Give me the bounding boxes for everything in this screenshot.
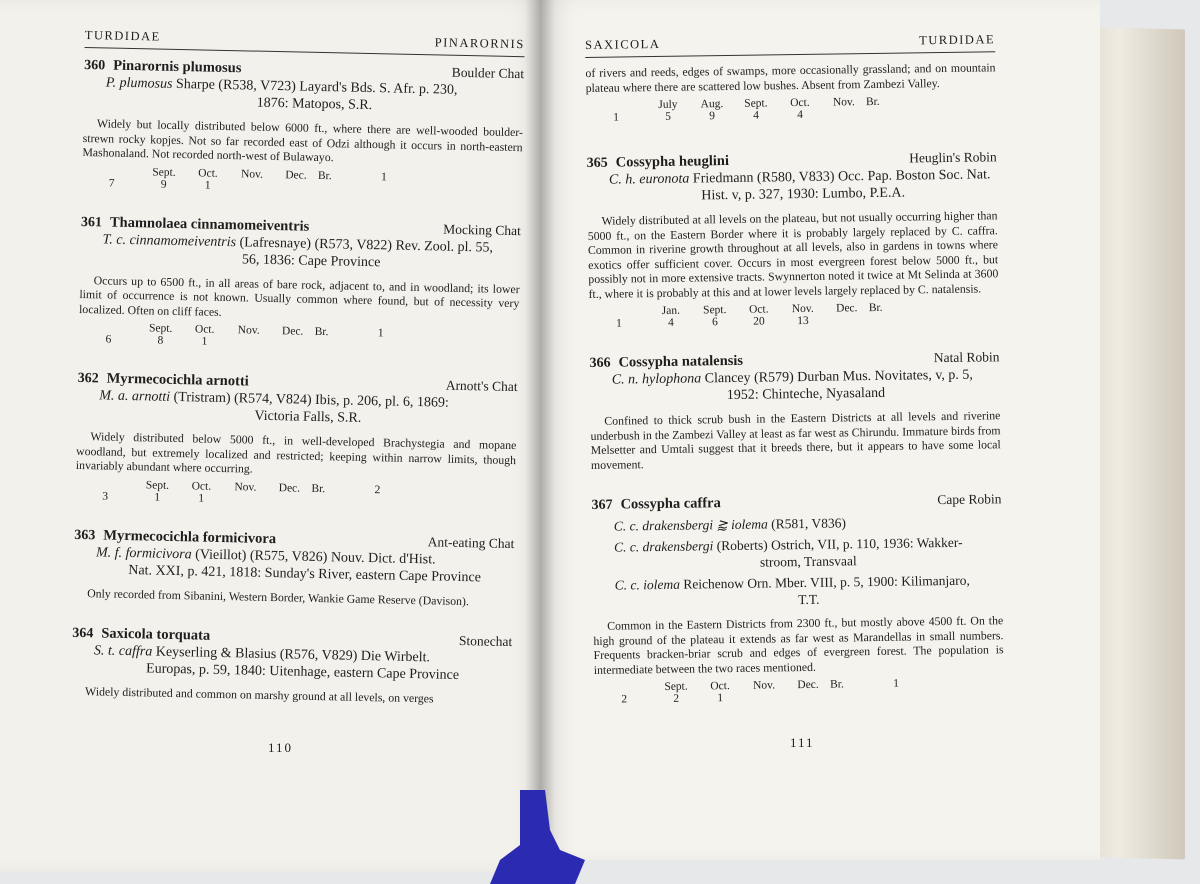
subspecies-citation-cont: T.T. xyxy=(798,591,820,608)
common-name: Arnott's Chat xyxy=(445,377,518,395)
scientific-name: Myrmecocichla arnotti xyxy=(106,370,249,390)
description: Widely distributed below 5000 ft., in well-developed Brachystegia and mopane woodland, but extremely localized and restricted; keeping within narrow limits, though invariably abundant where occurring. xyxy=(75,429,517,476)
breeding-table xyxy=(75,477,515,510)
subspecies-reference xyxy=(615,571,1003,610)
entry-number: 364 xyxy=(72,625,94,642)
subspecies-name: C. c. drakensbergi ⪆ iolema xyxy=(613,516,768,534)
species-entry xyxy=(75,369,518,511)
br-count: 3 xyxy=(102,489,109,503)
scientific-name: Myrmecocichla formicivora xyxy=(103,526,277,547)
br-count: 4 xyxy=(753,109,760,122)
scientific-name: Cossypha natalensis xyxy=(618,352,744,371)
subspecies-name: C. h. euronota xyxy=(608,171,690,188)
br-month: Sept. xyxy=(744,97,768,110)
entry-title xyxy=(589,352,743,372)
br-month: Sept. xyxy=(664,680,688,693)
citation-cont: Hist. v, p. 327, 1930: Lumbo, P.E.A. xyxy=(701,185,906,204)
br-month: Sept. xyxy=(703,304,727,317)
scientific-name: Cossypha caffra xyxy=(620,495,721,513)
common-name: Cape Robin xyxy=(937,491,1002,508)
subspecies-name: M. a. arnotti xyxy=(99,388,171,405)
description: Widely distributed and common on marshy ground at all levels, on verges xyxy=(84,684,434,706)
citation: Clancey (R579) Durban Mus. Novitates, v, p. 5, xyxy=(704,367,973,387)
description: Widely but locally distributed below 6000 ft., where there are well-wooded boulder-strewn rocky kopjes. Not so far recorded east of Odzi although it occurs in north-eastern Mashonaland. Not recorded north-west of Bulawayo. xyxy=(82,116,524,165)
common-name: Heuglin's Robin xyxy=(909,149,997,166)
br-month: Dec. xyxy=(797,678,819,692)
description: Occurs up to 6500 ft., in all areas of bare rock, adjacent to, and in woodland; its lower limit of occurrence is not known. Usually common where found, but of necessity very localized. Often on cliff faces. xyxy=(78,272,520,319)
entry-title xyxy=(591,494,721,514)
breeding-table xyxy=(82,164,522,197)
citation: (Vieillot) (R575, V826) Nouv. Dict. d'Hist. xyxy=(194,546,436,567)
br-month: Oct. xyxy=(790,96,810,110)
br-count: 4 xyxy=(668,316,674,329)
species-entry xyxy=(82,56,525,198)
common-name: Natal Robin xyxy=(933,349,1000,366)
common-name: Stonechat xyxy=(458,632,513,650)
citation-cont: 1876: Matopos, S.R. xyxy=(256,95,373,114)
header-left: SAXICOLA xyxy=(585,36,661,52)
br-month: Nov. xyxy=(240,167,264,181)
entry-number: 362 xyxy=(77,370,99,387)
br-count: 1 xyxy=(201,335,208,348)
br-count: 1 xyxy=(380,170,387,183)
subspecies-name: C. n. hylophona xyxy=(611,371,702,388)
folio-right: 111 xyxy=(790,735,815,750)
header-right: TURDIDAE xyxy=(919,32,996,48)
br-label: Br. xyxy=(317,169,332,182)
br-count: 13 xyxy=(797,314,809,328)
citation: Keyserling & Blasius (R576, V829) Die Wirbelt. xyxy=(155,644,431,666)
br-spacer xyxy=(589,305,649,318)
description: Confined to thick scrub bush in the Eastern Districts at all levels and riverine underbush in the Zambezi Valley at least as far west as Chirundu. Immature birds from Melsetter and Umtali suggest that it breeds there, but it appears to have some local movement. xyxy=(590,408,1001,472)
citation: (Tristram) (R574, V824) Ibis, p. 206, pl. 6, 1869: xyxy=(173,389,450,411)
left-page-text xyxy=(70,28,524,732)
reference xyxy=(612,366,1000,405)
br-count: 1 xyxy=(154,491,161,504)
subspecies-citation: (Roberts) Ostrich, VII, p. 110, 1936: Wakker- xyxy=(716,534,963,554)
br-month: Sept. xyxy=(148,322,173,335)
br-count: 8 xyxy=(157,334,164,347)
br-month: Nov. xyxy=(832,96,855,109)
species-entry xyxy=(71,624,512,708)
header-left: TURDIDAE xyxy=(84,28,161,44)
breeding-table xyxy=(594,676,1004,706)
br-label: Br. xyxy=(314,325,329,339)
citation-cont: Victoria Falls, S.R. xyxy=(254,408,362,426)
citation-cont: Nat. XXI, p. 421, 1818: Sunday's River, eastern Cape Province xyxy=(128,562,482,585)
folio-left: 110 xyxy=(268,740,294,755)
entry-number: 366 xyxy=(589,355,611,371)
br-month: Oct. xyxy=(710,680,730,693)
br-month: Oct. xyxy=(194,323,215,336)
entry-number: 365 xyxy=(586,155,608,171)
subspecies-citation-cont: stroom, Transvaal xyxy=(759,553,857,570)
br-label: Br. xyxy=(865,95,880,109)
citation: (Lafresnaye) (R573, V822) Rev. Zool. pl. 55, xyxy=(239,234,494,256)
species-entry xyxy=(78,212,521,354)
entry-title xyxy=(587,152,729,172)
br-count: 1 xyxy=(613,111,620,124)
scientific-name: Thamnolaea cinnamomeiventris xyxy=(109,214,310,235)
br-month: Jan. xyxy=(661,304,681,317)
subspecies-name: M. f. formicivora xyxy=(95,544,192,562)
br-count: 1 xyxy=(616,317,622,330)
citation-cont: 1952: Chinteche, Nyasaland xyxy=(726,385,886,404)
common-name: Ant-eating Chat xyxy=(427,533,515,551)
br-count: 1 xyxy=(893,677,900,690)
entry-title xyxy=(72,624,210,645)
entry-number: 363 xyxy=(74,527,96,543)
description: Common in the Eastern Districts from 2300 ft., but mostly above 4500 ft. On the high ground of the plateau it extends as far west as Marandellas in small numbers. Frequents bracken-briar scrub and edges of evergreen forest. The population is intermediate between the two races mentioned. xyxy=(593,613,1004,677)
br-month: Sept. xyxy=(145,478,170,492)
species-entry xyxy=(587,148,999,330)
subspecies-reference xyxy=(614,533,1002,572)
entry-number: 360 xyxy=(84,57,106,74)
species-entry xyxy=(73,525,514,609)
subspecies-name: C. c. iolema xyxy=(614,576,680,593)
entry-heading xyxy=(591,490,1001,514)
br-month: Nov. xyxy=(753,679,776,692)
br-count: 20 xyxy=(753,315,765,328)
br-count: 9 xyxy=(709,110,716,123)
br-count: 2 xyxy=(673,692,680,705)
br-label: Br. xyxy=(311,482,326,495)
common-name: Boulder Chat xyxy=(451,64,525,82)
scientific-name: Pinarornis plumosus xyxy=(113,57,242,77)
description: Only recorded from Sibanini, Western Border, Wankie Game Reserve (Davison). xyxy=(87,585,470,608)
br-count: 6 xyxy=(712,316,718,329)
br-count: 1 xyxy=(198,491,205,505)
br-spacer xyxy=(594,681,654,694)
br-count: 9 xyxy=(160,178,167,191)
header-right: PINARORNIS xyxy=(434,35,525,52)
book-gutter xyxy=(525,0,555,884)
br-month: Dec. xyxy=(285,168,307,182)
br-month: Oct. xyxy=(198,166,218,180)
br-count: 2 xyxy=(374,483,381,496)
common-name: Mocking Chat xyxy=(443,221,522,238)
species-entry xyxy=(591,490,1004,706)
species-entry xyxy=(589,348,1001,472)
br-month: Dec. xyxy=(278,481,301,495)
br-label: Br. xyxy=(829,678,844,691)
citation: Friedmann (R580, V833) Occ. Pap. Boston Soc. Nat. xyxy=(692,167,991,187)
subspecies-name: P. plumosus xyxy=(105,75,173,92)
scientific-name: Cossypha heuglini xyxy=(615,153,730,171)
entry-number: 361 xyxy=(80,214,103,230)
br-month: Nov. xyxy=(237,324,260,337)
scientific-name: Saxicola torquata xyxy=(101,625,211,644)
br-month: Oct. xyxy=(748,303,769,316)
br-count: 1 xyxy=(377,327,384,340)
br-month: Dec. xyxy=(281,325,304,338)
subspecies-citation: Reichenow Orn. Mber. VIII, p. 5, 1900: Kilimanjaro, xyxy=(683,572,970,592)
subspecies-name: S. t. caffra xyxy=(93,643,153,660)
br-label: Br. xyxy=(868,301,883,315)
subspecies-citation: (R581, V836) xyxy=(771,515,847,532)
subspecies-name: T. c. cinnamomeiventris xyxy=(102,231,237,250)
br-month: Sept. xyxy=(152,165,176,179)
citation-cont: Europas, p. 59, 1840: Uitenhage, eastern Cape Province xyxy=(145,661,460,683)
br-month: Aug. xyxy=(700,98,724,111)
br-month: Nov. xyxy=(791,302,814,316)
citation: Sharpe (R538, V723) Layard's Bds. S. Afr. p. 230, xyxy=(175,76,458,98)
description: Widely distributed at all levels on the plateau, but not usually occurring higher than 5000 ft., on the Eastern Border where it is probably largely replaced by C. caffra. Common in riverine growth throughout at all levels, also in gardens in towns where exotics offer sufficient cover. Occurs in most evergreen forest below 5000 ft., but possibly not in more extensive tracts. Swynnerton noted it twice at Mt Selinda at 3600 ft., where it is probably at this and at lower levels largely replaced by C. natalensis. xyxy=(587,208,999,301)
bookmark-ribbon-icon xyxy=(490,790,590,884)
reference xyxy=(609,166,997,205)
right-page-text xyxy=(585,32,1005,730)
br-count: 6 xyxy=(105,333,112,346)
breeding-table xyxy=(589,300,999,330)
br-count: 4 xyxy=(797,108,804,122)
br-month: Nov. xyxy=(234,480,257,494)
citation-cont: 56, 1836: Cape Province xyxy=(241,251,381,270)
subspecies-name: C. c. drakensbergi xyxy=(614,538,714,555)
br-count: 1 xyxy=(717,692,724,705)
br-count: 5 xyxy=(665,110,672,123)
subspecies-reference xyxy=(614,512,1002,534)
br-month: July xyxy=(658,98,678,111)
carryover-text: of rivers and reeds, edges of swamps, more occasionally grassland; and on mountain plateau where there are scattered low bushes. Absent from Zambezi Valley. xyxy=(585,60,996,95)
br-month: Oct. xyxy=(191,479,212,493)
entry-number: 367 xyxy=(591,497,613,513)
br-count: 7 xyxy=(108,177,115,190)
br-spacer xyxy=(586,99,646,112)
br-count: 1 xyxy=(204,179,211,192)
breeding-table xyxy=(78,321,518,354)
br-count: 2 xyxy=(621,693,628,706)
br-month: Dec. xyxy=(836,302,858,315)
